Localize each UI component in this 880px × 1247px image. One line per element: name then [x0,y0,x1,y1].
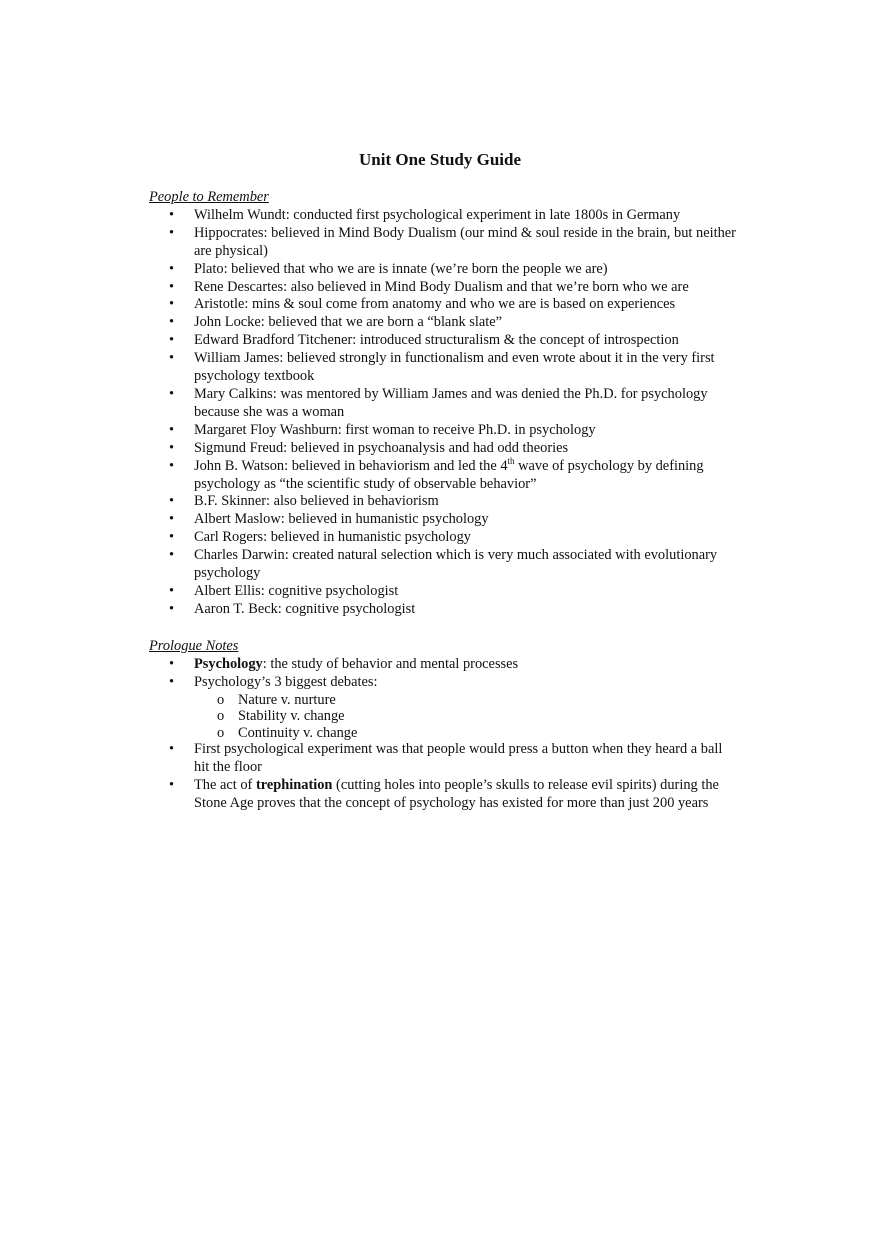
list-item: • Wilhelm Wundt: conducted first psychological experiment in late 1800s in Germany [149,207,739,225]
prologue-list [149,656,739,813]
list-item-trephination [149,777,739,813]
list-item: • John Locke: believed that we are born a “blank slate” [149,314,739,332]
list-item: • Carl Rogers: believed in humanistic psychology [149,529,739,547]
list-item: • Rene Descartes: also believed in Mind Body Dualism and that we’re born who we are [149,279,739,297]
prologue-heading: Prologue Notes [149,638,239,654]
list-item: • Edward Bradford Titchener: introduced structuralism & the concept of introspection [149,332,739,350]
watson-superscript: th [507,455,515,466]
list-item: • William James: believed strongly in functionalism and even wrote about it in the very first psychology textbook [149,350,739,386]
list-item: • Sigmund Freud: believed in psychoanalysis and had odd theories [149,440,739,458]
trephination-text-start: The act of [194,777,256,794]
list-item-debates [149,674,739,741]
list-item: • Aaron T. Beck: cognitive psychologist [149,601,739,619]
list-item: • Charles Darwin: created natural selection which is very much associated with evolutionary psychology [149,547,739,583]
list-item: • Albert Ellis: cognitive psychologist [149,583,739,601]
prologue-section [149,638,739,813]
trephination-term: trephination [255,777,333,794]
people-section [149,189,739,619]
watson-text-start: John B. Watson: believed in behaviorism and led the 4 [194,457,508,474]
list-item: • Margaret Floy Washburn: first woman to receive Ph.D. in psychology [149,422,739,440]
list-item: • Hippocrates: believed in Mind Body Dualism (our mind & soul reside in the brain, but neither are physical) [149,225,739,261]
list-item-watson [149,455,739,494]
list-item: • B.F. Skinner: also believed in behaviorism [149,493,739,511]
people-heading: People to Remember [149,189,269,205]
list-item-experiment: • First psychological experiment was that people would press a button when they heard a ball hit the floor [149,741,739,777]
page-title: Unit One Study Guide [358,150,521,169]
sublist-item: o Stability v. change [149,708,739,725]
list-item: • Albert Maslow: believed in humanistic psychology [149,511,739,529]
psychology-definition: : the study of behavior and mental processes [262,655,519,672]
sublist-item: o Nature v. nurture [149,692,739,709]
list-item: • Aristotle: mins & soul come from anatomy and who we are is based on experiences [149,296,739,314]
list-item: • Plato: believed that who we are is innate (we’re born the people we are) [149,261,739,279]
debates-sublist [194,692,739,742]
watson-text-end: wave of psychology by defining psychology as “the scientific study of observable behavior” [194,457,704,492]
trephination-text-end: (cutting holes into people’s skulls to release evil spirits) during the Stone Age proves that the concept of psychology has existed for more than just 200 years [194,777,719,811]
debates-label: Psychology’s 3 biggest debates: [194,673,378,690]
sublist-item: o Continuity v. change [149,725,739,742]
list-item: • Mary Calkins: was mentored by William James and was denied the Ph.D. for psychology because she was a woman [149,386,739,422]
list-item-psychology [149,656,739,674]
people-list [149,207,739,619]
psychology-term: Psychology [194,655,263,672]
